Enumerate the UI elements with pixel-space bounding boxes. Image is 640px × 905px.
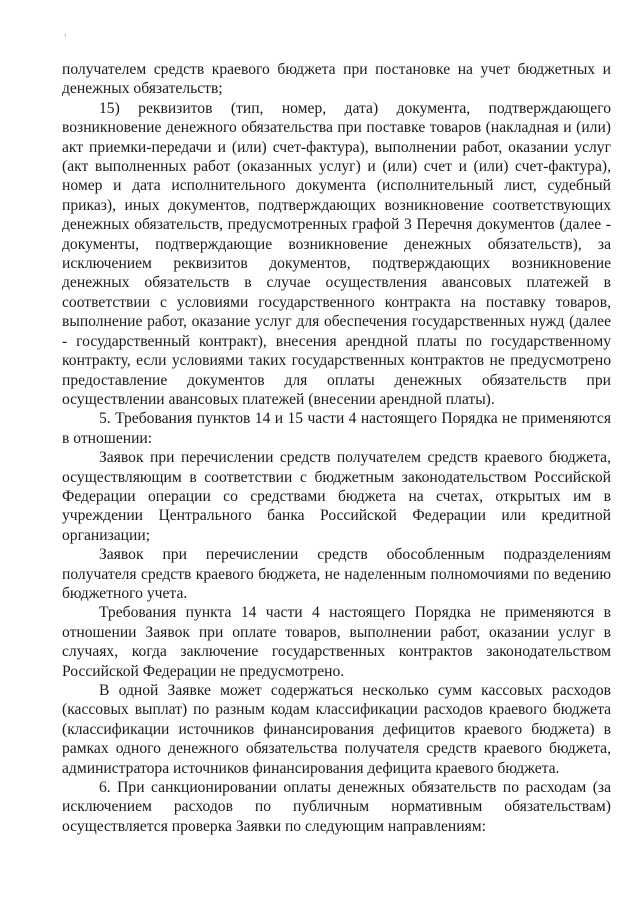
paragraph-section-5: 5. Требования пунктов 14 и 15 части 4 настоящего Порядка не применяются в отношении: [62, 410, 611, 447]
document-body [62, 60, 611, 836]
paragraph-continuation: получателем средств краевого бюджета при постановке на учет бюджетных и денежных обязательств; [62, 61, 611, 98]
paragraph-exception-accounts: Заявок при перечислении средств получателем средств краевого бюджета, осуществляющим в соответствии с бюджетным законодательством Российской Федерации операции со средствами бюджета на счетах, открытых им в учреждении Центрального банка Российской Федерации или кредитной организации; [62, 449, 611, 544]
paragraph-exception-subdivisions: Заявок при перечислении средств обособленным подразделениям получателя средств краевого бюджета, не наделенным полномочиями по ведению бюджетного учета. [62, 546, 611, 602]
paragraph-multiple-sums: В одной Заявке может содержаться несколько сумм кассовых расходов (кассовых выплат) по разным кодам классификации расходов краевого бюджета (классификации источников финансирования дефицитов краевого бюджета) в рамках одного денежного обязательства получателя средств краевого бюджета, администратора источников финансирования дефицита краевого бюджета. [62, 682, 611, 777]
scan-mark: ' [64, 34, 67, 44]
paragraph-section-6: 6. При санкционировании оплаты денежных обязательств по расходам (за исключением расходов по публичным нормативным обязательствам) осуществляется проверка Заявки по следующим направлениям: [62, 779, 611, 835]
paragraph-requirement-14: Требования пункта 14 части 4 настоящего Порядка не применяются в отношении Заявок при оплате товаров, выполнении работ, оказании услуг в случаях, когда заключение государственных контрактов законодательством Российской Федерации не предусмотрено. [62, 604, 611, 680]
paragraph-item-15: 15) реквизитов (тип, номер, дата) документа, подтверждающего возникновение денежного обязательства при поставке товаров (накладная и (или) акт приемки-передачи и (или) счет-фактура), выполнении работ, оказании услуг (акт выполненных работ (оказанных услуг) и (или) счет и (или) счет-фактура), номер и дата исполнительного документа (исполнительный лист, судебный приказ), иных документов, подтверждающих возникновение соответствующих денежных обязательств, предусмотренных графой 3 Перечня документов (далее - документы, подтверждающие возникновение денежных обязательств), за исключением реквизитов документов, подтверждающих возникновение денежных обязательств в случае осуществления авансовых платежей в соответствии с условиями государственного контракта на поставку товаров, выполнение работ, оказание услуг для обеспечения государственных нужд (далее - государственный контракт), внесения арендной платы по государственному контракту, если условиями таких государственных контрактов не предусмотрено предоставление документов для оплаты денежных обязательств при осуществлении авансовых платежей (внесении арендной платы). [62, 99, 611, 408]
